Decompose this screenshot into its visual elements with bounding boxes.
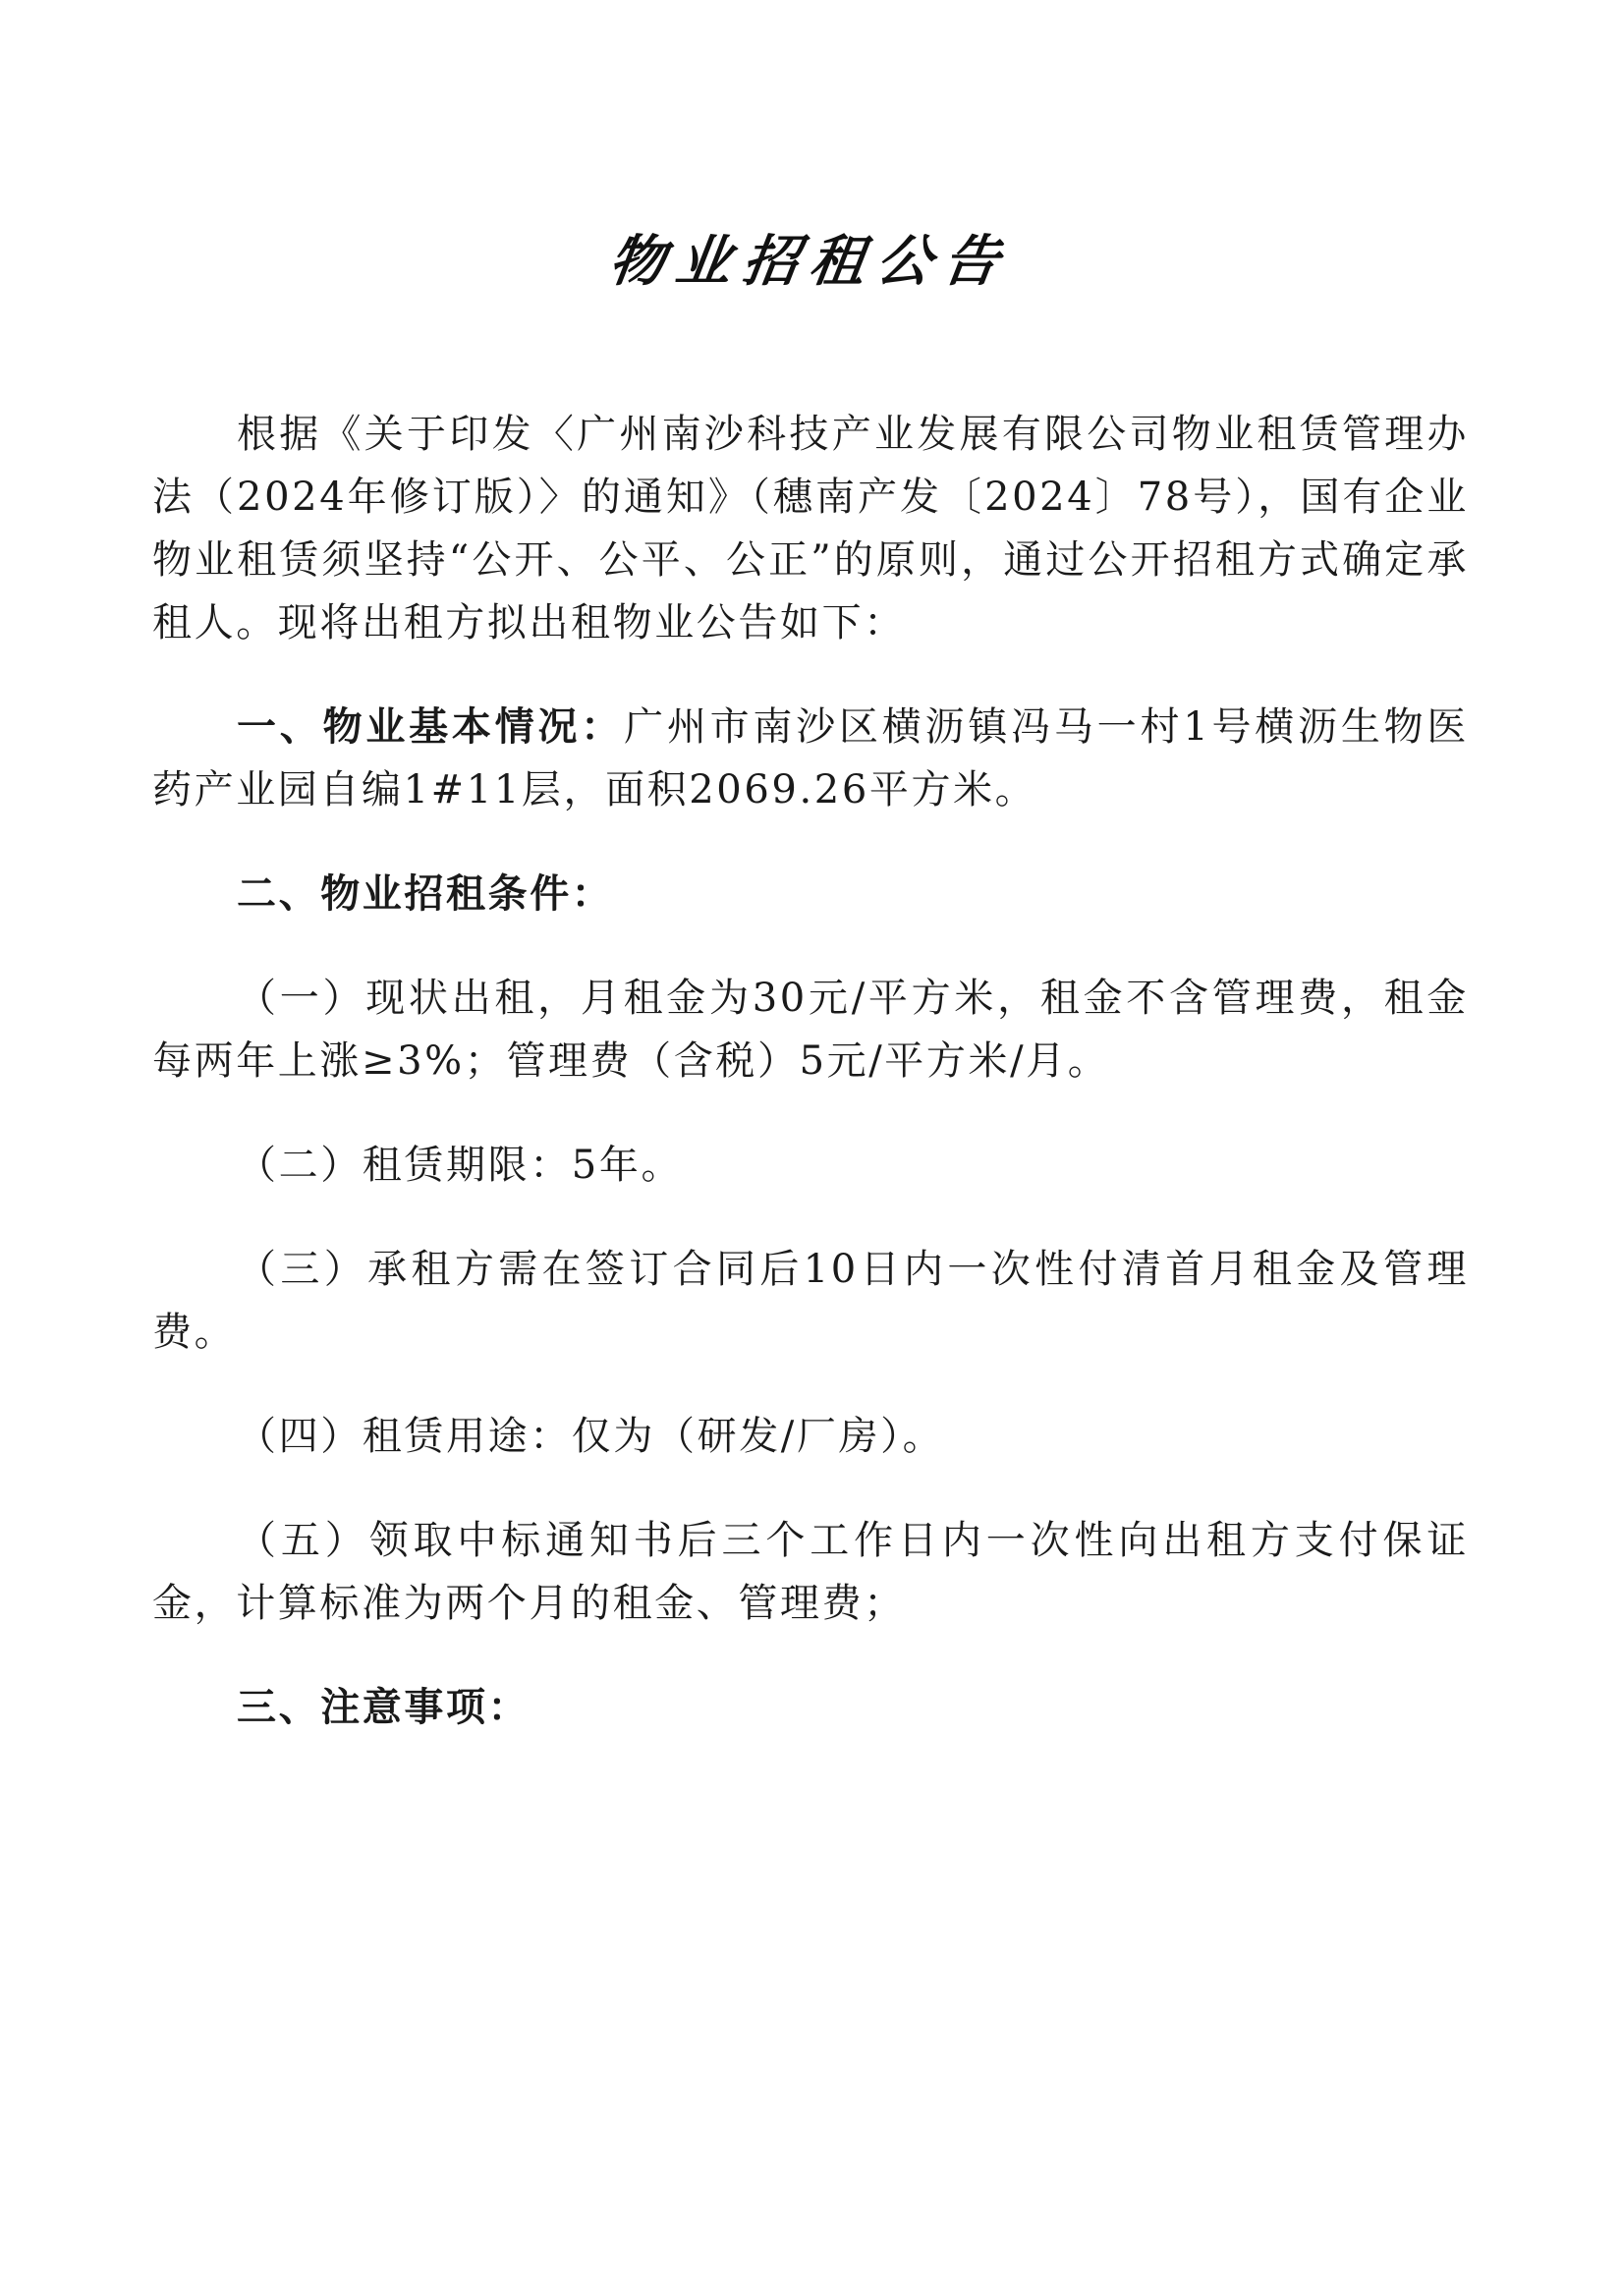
- section-2-item-1: （一）现状出租，月租金为30元/平方米，租金不含管理费，租金每两年上涨≥3%；管理费（含税）5元/平方米/月。: [152, 976, 1469, 1084]
- section-2-item-3: （三）承租方需在签订合同后10日内一次性付清首月租金及管理费。: [152, 1247, 1469, 1355]
- section-3-heading: 三、注意事项：: [237, 1685, 531, 1730]
- document-title: 物业招租公告: [604, 229, 1016, 294]
- section-2-heading: 二、物业招租条件：: [237, 871, 614, 917]
- section-2-item-5: （五）领取中标通知书后三个工作日内一次性向出租方支付保证金，计算标准为两个月的租金、管理费；: [152, 1518, 1469, 1626]
- document-body: [152, 403, 1469, 1739]
- section-1-paragraph: [152, 696, 1469, 821]
- section-1-text: 广州市南沙区横沥镇冯马一村1号横沥生物医药产业园自编1#11层，面积2069.26平方米。: [152, 704, 1469, 812]
- section-1-heading: 一、物业基本情况：: [237, 704, 625, 750]
- section-2-item-4: （四）租赁用途：仅为（研发/厂房）。: [237, 1414, 945, 1459]
- section-2-item-2: （二）租赁期限：5年。: [237, 1143, 684, 1188]
- intro-paragraph: 根据《关于印发〈广州南沙科技产业发展有限公司物业租赁管理办法（2024年修订版）〉的通知》（穗南产发〔2024〕78号），国有企业物业租赁须坚持“公开、公平、公正”的原则，通过公开招租方式确定承租人。现将出租方拟出租物业公告如下：: [152, 412, 1469, 645]
